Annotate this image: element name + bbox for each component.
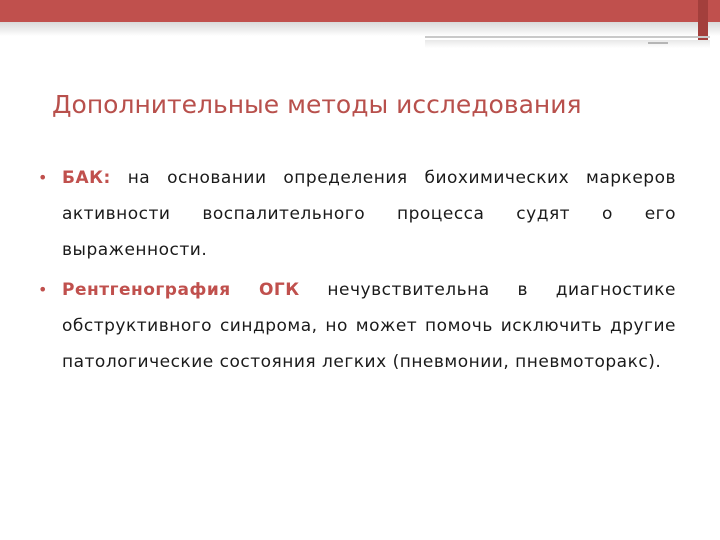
header-band (0, 0, 720, 22)
header-shadow (0, 22, 720, 36)
slide-body (38, 160, 676, 384)
bullet-body: нечувствительна в диагностике обструктивного синдрома, но может помочь исключить другие патологические состояния легких (пневмонии, пневмоторакс). (62, 280, 676, 372)
bullet-term: БАК: (62, 168, 111, 188)
bullet-item-bak (38, 160, 676, 268)
bullet-icon: • (38, 168, 48, 187)
bullet-text (62, 160, 676, 268)
header-edge-accent (698, 0, 708, 40)
bullet-icon: • (38, 280, 48, 299)
bullet-text (62, 272, 676, 380)
decorative-tick (648, 42, 668, 44)
slide-title: Дополнительные методы исследования (52, 90, 582, 119)
decorative-rule (425, 36, 710, 38)
bullet-term: Рентгенография ОГК (62, 280, 300, 300)
bullet-item-xray (38, 272, 676, 380)
bullet-body: на основании определения биохимических маркеров активности воспалительного процесса судят о его выраженности. (62, 168, 676, 260)
